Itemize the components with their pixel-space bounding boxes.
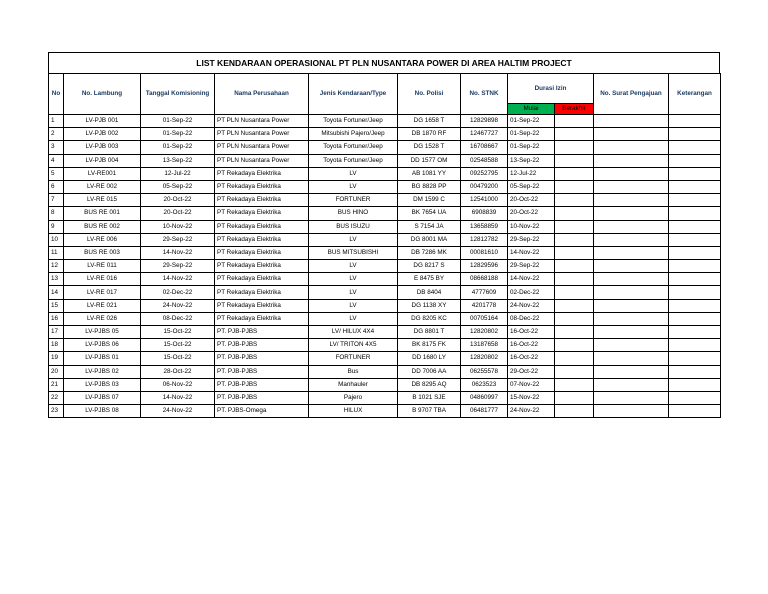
cell-komisioning[interactable]: 14-Nov-22 (141, 391, 215, 404)
cell-jenis[interactable]: Toyota Fortuner/Jeep (309, 154, 398, 167)
cell-keterangan[interactable] (669, 141, 721, 154)
cell-komisioning[interactable]: 02-Dec-22 (141, 286, 215, 299)
col-header-komisioning[interactable]: Tanggal Komisioning (141, 74, 215, 115)
cell-perusahaan[interactable]: PT. PJB-PJBS (215, 365, 309, 378)
table-row (49, 246, 721, 259)
cell-keterangan[interactable] (669, 273, 721, 286)
cell-keterangan[interactable] (669, 405, 721, 418)
cell-stnk[interactable]: 12820802 (461, 352, 508, 365)
cell-stnk[interactable]: 04860997 (461, 391, 508, 404)
cell-komisioning[interactable]: 20-Oct-22 (141, 207, 215, 220)
cell-no[interactable]: 12 (49, 260, 64, 273)
cell-lambung[interactable]: LV-PJB 003 (64, 141, 141, 154)
cell-keterangan[interactable] (669, 339, 721, 352)
cell-stnk[interactable]: 12829596 (461, 260, 508, 273)
cell-stnk[interactable]: 12812782 (461, 233, 508, 246)
cell-surat[interactable] (594, 128, 669, 141)
cell-lambung[interactable]: BUS RE 001 (64, 207, 141, 220)
cell-polisi[interactable]: DD 1680 LY (398, 352, 461, 365)
cell-lambung[interactable]: LV-PJBS 03 (64, 378, 141, 391)
cell-lambung[interactable]: LV-PJB 002 (64, 128, 141, 141)
cell-stnk[interactable]: 06481777 (461, 405, 508, 418)
cell-berakhir[interactable] (555, 260, 594, 273)
header-row (49, 74, 721, 104)
cell-perusahaan[interactable]: PT. PJB-PJBS (215, 352, 309, 365)
cell-perusahaan[interactable]: PT. PJB-PJBS (215, 378, 309, 391)
sheet-title: LIST KENDARAAN OPERASIONAL PT PLN NUSANTARA POWER DI AREA HALTIM PROJECT (48, 52, 720, 73)
table-row (49, 286, 721, 299)
cell-stnk[interactable]: 00479200 (461, 180, 508, 193)
cell-polisi[interactable]: DG 8205 KC (398, 312, 461, 325)
cell-mulai[interactable]: 20-Oct-22 (508, 207, 555, 220)
cell-lambung[interactable]: LV-PJB 004 (64, 154, 141, 167)
cell-lambung[interactable]: LV-RE 006 (64, 233, 141, 246)
cell-jenis[interactable]: LV (309, 273, 398, 286)
cell-no[interactable]: 21 (49, 378, 64, 391)
cell-no[interactable]: 7 (49, 194, 64, 207)
cell-mulai[interactable]: 05-Sep-22 (508, 180, 555, 193)
cell-berakhir[interactable] (555, 115, 594, 128)
cell-polisi[interactable]: BK 8175 FK (398, 339, 461, 352)
cell-lambung[interactable]: LV-RE 021 (64, 299, 141, 312)
cell-jenis[interactable]: BUS MITSUBISHI (309, 246, 398, 259)
cell-no[interactable]: 4 (49, 154, 64, 167)
cell-komisioning[interactable]: 24-Nov-22 (141, 405, 215, 418)
cell-lambung[interactable]: BUS RE 003 (64, 246, 141, 259)
cell-no[interactable]: 1 (49, 115, 64, 128)
cell-komisioning[interactable]: 06-Nov-22 (141, 378, 215, 391)
cell-perusahaan[interactable]: PT Rekadaya Elektrika (215, 286, 309, 299)
cell-surat[interactable] (594, 326, 669, 339)
col-header-lambung[interactable]: No. Lambung (64, 74, 141, 115)
table-row (49, 339, 721, 352)
table-row (49, 128, 721, 141)
cell-no[interactable]: 18 (49, 339, 64, 352)
cell-perusahaan[interactable]: PT Rekadaya Elektrika (215, 312, 309, 325)
cell-polisi[interactable]: DB 1870 RF (398, 128, 461, 141)
table-row (49, 273, 721, 286)
cell-no[interactable]: 19 (49, 352, 64, 365)
cell-komisioning[interactable]: 15-Oct-22 (141, 339, 215, 352)
cell-polisi[interactable]: BG 8828 PP (398, 180, 461, 193)
cell-lambung[interactable]: LV-PJBS 01 (64, 352, 141, 365)
cell-mulai[interactable]: 01-Sep-22 (508, 141, 555, 154)
cell-lambung[interactable]: LV-RE 002 (64, 180, 141, 193)
cell-komisioning[interactable]: 29-Sep-22 (141, 233, 215, 246)
cell-stnk[interactable]: 00705164 (461, 312, 508, 325)
cell-keterangan[interactable] (669, 154, 721, 167)
col-header-keterangan[interactable]: Keterangan (669, 74, 721, 115)
cell-polisi[interactable]: DB 7286 MK (398, 246, 461, 259)
cell-polisi[interactable]: BK 7654 UA (398, 207, 461, 220)
cell-perusahaan[interactable]: PT Rekadaya Elektrika (215, 260, 309, 273)
table-row (49, 115, 721, 128)
cell-jenis[interactable]: FORTUNER (309, 194, 398, 207)
cell-stnk[interactable]: 12467727 (461, 128, 508, 141)
cell-surat[interactable] (594, 220, 669, 233)
table-row (49, 405, 721, 418)
cell-keterangan[interactable] (669, 326, 721, 339)
cell-jenis[interactable]: LV (309, 233, 398, 246)
cell-surat[interactable] (594, 286, 669, 299)
cell-polisi[interactable]: DG 1658 T (398, 115, 461, 128)
cell-berakhir[interactable] (555, 167, 594, 180)
cell-mulai[interactable]: 29-Sep-22 (508, 233, 555, 246)
cell-keterangan[interactable] (669, 220, 721, 233)
cell-surat[interactable] (594, 141, 669, 154)
cell-surat[interactable] (594, 167, 669, 180)
cell-berakhir[interactable] (555, 299, 594, 312)
vehicle-table (48, 73, 721, 418)
cell-lambung[interactable]: LV-PJBS 05 (64, 326, 141, 339)
cell-mulai[interactable]: 01-Sep-22 (508, 128, 555, 141)
cell-surat[interactable] (594, 365, 669, 378)
cell-komisioning[interactable]: 20-Oct-22 (141, 194, 215, 207)
cell-lambung[interactable]: LV-RE001 (64, 167, 141, 180)
cell-keterangan[interactable] (669, 207, 721, 220)
cell-stnk[interactable]: 4201778 (461, 299, 508, 312)
cell-komisioning[interactable]: 24-Nov-22 (141, 299, 215, 312)
cell-mulai[interactable]: 02-Dec-22 (508, 286, 555, 299)
col-header-surat[interactable]: No. Surat Pengajuan (594, 74, 669, 115)
cell-stnk[interactable]: 02548588 (461, 154, 508, 167)
col-header-stnk[interactable]: No. STNK (461, 74, 508, 115)
cell-jenis[interactable]: LV (309, 312, 398, 325)
cell-berakhir[interactable] (555, 312, 594, 325)
cell-komisioning[interactable]: 28-Oct-22 (141, 365, 215, 378)
cell-surat[interactable] (594, 194, 669, 207)
cell-komisioning[interactable]: 15-Oct-22 (141, 326, 215, 339)
table-row (49, 378, 721, 391)
cell-keterangan[interactable] (669, 167, 721, 180)
cell-surat[interactable] (594, 207, 669, 220)
cell-komisioning[interactable]: 05-Sep-22 (141, 180, 215, 193)
cell-berakhir[interactable] (555, 326, 594, 339)
cell-berakhir[interactable] (555, 128, 594, 141)
cell-berakhir[interactable] (555, 286, 594, 299)
cell-berakhir[interactable] (555, 365, 594, 378)
table-row (49, 207, 721, 220)
table-row (49, 352, 721, 365)
table-row (49, 180, 721, 193)
cell-no[interactable]: 10 (49, 233, 64, 246)
cell-perusahaan[interactable]: PT PLN Nusantara Power (215, 141, 309, 154)
cell-mulai[interactable]: 15-Nov-22 (508, 391, 555, 404)
table-row (49, 312, 721, 325)
cell-polisi[interactable]: B 1021 SJE (398, 391, 461, 404)
cell-polisi[interactable]: DG 1528 T (398, 141, 461, 154)
col-header-no[interactable]: No (49, 74, 64, 115)
cell-polisi[interactable]: DG 8001 MA (398, 233, 461, 246)
cell-mulai[interactable]: 29-Oct-22 (508, 365, 555, 378)
cell-keterangan[interactable] (669, 233, 721, 246)
cell-keterangan[interactable] (669, 246, 721, 259)
cell-stnk[interactable]: 4777609 (461, 286, 508, 299)
table-body (49, 115, 721, 418)
cell-berakhir[interactable] (555, 233, 594, 246)
cell-berakhir[interactable] (555, 405, 594, 418)
spreadsheet (48, 52, 720, 418)
cell-polisi[interactable]: DM 1599 C (398, 194, 461, 207)
table-row (49, 391, 721, 404)
cell-no[interactable]: 13 (49, 273, 64, 286)
table-row (49, 260, 721, 273)
cell-keterangan[interactable] (669, 391, 721, 404)
col-header-berakhir[interactable]: Berakhir (555, 104, 594, 115)
cell-mulai[interactable]: 12-Jul-22 (508, 167, 555, 180)
cell-polisi[interactable]: DB 8404 (398, 286, 461, 299)
cell-jenis[interactable]: Bus (309, 365, 398, 378)
cell-jenis[interactable]: BUS ISUZU (309, 220, 398, 233)
cell-komisioning[interactable]: 10-Nov-22 (141, 220, 215, 233)
table-row (49, 365, 721, 378)
cell-komisioning[interactable]: 08-Dec-22 (141, 312, 215, 325)
cell-surat[interactable] (594, 154, 669, 167)
cell-polisi[interactable]: AB 1081 YY (398, 167, 461, 180)
cell-surat[interactable] (594, 339, 669, 352)
cell-polisi[interactable]: S 7154 JA (398, 220, 461, 233)
cell-mulai[interactable]: 16-Oct-22 (508, 339, 555, 352)
cell-lambung[interactable]: LV-PJBS 02 (64, 365, 141, 378)
cell-keterangan[interactable] (669, 352, 721, 365)
cell-keterangan[interactable] (669, 260, 721, 273)
cell-perusahaan[interactable]: PT Rekadaya Elektrika (215, 220, 309, 233)
cell-komisioning[interactable]: 01-Sep-22 (141, 115, 215, 128)
cell-berakhir[interactable] (555, 207, 594, 220)
cell-lambung[interactable]: LV-RE 016 (64, 273, 141, 286)
cell-no[interactable]: 20 (49, 365, 64, 378)
cell-lambung[interactable]: LV-PJBS 08 (64, 405, 141, 418)
cell-keterangan[interactable] (669, 180, 721, 193)
cell-mulai[interactable]: 13-Sep-22 (508, 154, 555, 167)
cell-polisi[interactable]: E 8475 BY (398, 273, 461, 286)
cell-jenis[interactable]: LV (309, 286, 398, 299)
cell-jenis[interactable]: Manhauler (309, 378, 398, 391)
cell-lambung[interactable]: LV-RE 015 (64, 194, 141, 207)
cell-berakhir[interactable] (555, 180, 594, 193)
cell-mulai[interactable]: 24-Nov-22 (508, 299, 555, 312)
cell-polisi[interactable]: B 9707 TBA (398, 405, 461, 418)
cell-perusahaan[interactable]: PT. PJBS-Omega (215, 405, 309, 418)
cell-jenis[interactable]: LV (309, 180, 398, 193)
cell-no[interactable]: 11 (49, 246, 64, 259)
cell-komisioning[interactable]: 12-Jul-22 (141, 167, 215, 180)
cell-perusahaan[interactable]: PT PLN Nusantara Power (215, 115, 309, 128)
cell-no[interactable]: 23 (49, 405, 64, 418)
cell-stnk[interactable]: 12820802 (461, 326, 508, 339)
cell-stnk[interactable]: 12829898 (461, 115, 508, 128)
cell-berakhir[interactable] (555, 194, 594, 207)
cell-surat[interactable] (594, 233, 669, 246)
cell-surat[interactable] (594, 273, 669, 286)
cell-no[interactable]: 22 (49, 391, 64, 404)
cell-perusahaan[interactable]: PT Rekadaya Elektrika (215, 194, 309, 207)
cell-berakhir[interactable] (555, 339, 594, 352)
cell-mulai[interactable]: 10-Nov-22 (508, 220, 555, 233)
cell-komisioning[interactable]: 14-Nov-22 (141, 273, 215, 286)
cell-keterangan[interactable] (669, 286, 721, 299)
table-row (49, 194, 721, 207)
cell-perusahaan[interactable]: PT Rekadaya Elektrika (215, 246, 309, 259)
cell-surat[interactable] (594, 378, 669, 391)
cell-stnk[interactable]: 6908839 (461, 207, 508, 220)
table-row (49, 154, 721, 167)
cell-mulai[interactable]: 29-Sep-22 (508, 260, 555, 273)
cell-surat[interactable] (594, 180, 669, 193)
cell-lambung[interactable]: BUS RE 002 (64, 220, 141, 233)
cell-perusahaan[interactable]: PT. PJB-PJBS (215, 391, 309, 404)
cell-lambung[interactable]: LV-RE 026 (64, 312, 141, 325)
table-row (49, 326, 721, 339)
col-header-polisi[interactable]: No. Polisi (398, 74, 461, 115)
cell-mulai[interactable]: 08-Dec-22 (508, 312, 555, 325)
cell-mulai[interactable]: 20-Oct-22 (508, 194, 555, 207)
col-header-perusahaan[interactable]: Nama Perusahaan (215, 74, 309, 115)
cell-komisioning[interactable]: 01-Sep-22 (141, 128, 215, 141)
table-row (49, 141, 721, 154)
cell-jenis[interactable]: FORTUNER (309, 352, 398, 365)
cell-no[interactable]: 6 (49, 180, 64, 193)
cell-lambung[interactable]: LV-PJBS 06 (64, 339, 141, 352)
cell-keterangan[interactable] (669, 299, 721, 312)
col-header-jenis[interactable]: Jenis Kendaraan/Type (309, 74, 398, 115)
col-header-durasi[interactable]: Durasi Izin (508, 74, 594, 104)
cell-no[interactable]: 16 (49, 312, 64, 325)
cell-keterangan[interactable] (669, 194, 721, 207)
cell-perusahaan[interactable]: PT PLN Nusantara Power (215, 154, 309, 167)
cell-berakhir[interactable] (555, 141, 594, 154)
cell-berakhir[interactable] (555, 273, 594, 286)
cell-stnk[interactable]: 13187658 (461, 339, 508, 352)
cell-no[interactable]: 15 (49, 299, 64, 312)
cell-keterangan[interactable] (669, 378, 721, 391)
cell-komisioning[interactable]: 01-Sep-22 (141, 141, 215, 154)
cell-polisi[interactable]: DD 7006 AA (398, 365, 461, 378)
cell-jenis[interactable]: BUS HINO (309, 207, 398, 220)
cell-keterangan[interactable] (669, 365, 721, 378)
cell-stnk[interactable]: 06255578 (461, 365, 508, 378)
cell-jenis[interactable]: LV (309, 260, 398, 273)
cell-surat[interactable] (594, 391, 669, 404)
cell-berakhir[interactable] (555, 352, 594, 365)
cell-no[interactable]: 2 (49, 128, 64, 141)
cell-komisioning[interactable]: 15-Oct-22 (141, 352, 215, 365)
cell-jenis[interactable]: Pajero (309, 391, 398, 404)
cell-perusahaan[interactable]: PT. PJB-PJBS (215, 326, 309, 339)
cell-komisioning[interactable]: 29-Sep-22 (141, 260, 215, 273)
cell-berakhir[interactable] (555, 246, 594, 259)
cell-stnk[interactable]: 00081610 (461, 246, 508, 259)
cell-mulai[interactable]: 24-Nov-22 (508, 405, 555, 418)
cell-mulai[interactable]: 14-Nov-22 (508, 246, 555, 259)
cell-no[interactable]: 8 (49, 207, 64, 220)
cell-no[interactable]: 3 (49, 141, 64, 154)
cell-perusahaan[interactable]: PT Rekadaya Elektrika (215, 207, 309, 220)
cell-lambung[interactable]: LV-PJB 001 (64, 115, 141, 128)
cell-lambung[interactable]: LV-RE 017 (64, 286, 141, 299)
table-row (49, 299, 721, 312)
cell-perusahaan[interactable]: PT Rekadaya Elektrika (215, 233, 309, 246)
cell-mulai[interactable]: 16-Oct-22 (508, 352, 555, 365)
cell-mulai[interactable]: 14-Nov-22 (508, 273, 555, 286)
cell-surat[interactable] (594, 405, 669, 418)
cell-perusahaan[interactable]: PT PLN Nusantara Power (215, 128, 309, 141)
cell-surat[interactable] (594, 299, 669, 312)
cell-stnk[interactable]: 09252795 (461, 167, 508, 180)
cell-polisi[interactable]: DD 1577 OM (398, 154, 461, 167)
cell-mulai[interactable]: 16-Oct-22 (508, 326, 555, 339)
cell-surat[interactable] (594, 352, 669, 365)
cell-polisi[interactable]: DG 8801 T (398, 326, 461, 339)
table-row (49, 167, 721, 180)
cell-mulai[interactable]: 01-Sep-22 (508, 115, 555, 128)
cell-jenis[interactable]: Toyota Fortuner/Jeep (309, 141, 398, 154)
cell-komisioning[interactable]: 14-Nov-22 (141, 246, 215, 259)
cell-stnk[interactable]: 08668188 (461, 273, 508, 286)
cell-keterangan[interactable] (669, 115, 721, 128)
table-row (49, 233, 721, 246)
cell-jenis[interactable]: HILUX (309, 405, 398, 418)
cell-jenis[interactable]: Mitsubishi Pajero/Jeep (309, 128, 398, 141)
cell-perusahaan[interactable]: PT. PJB-PJBS (215, 339, 309, 352)
cell-perusahaan[interactable]: PT Rekadaya Elektrika (215, 167, 309, 180)
cell-polisi[interactable]: DB 8295 AQ (398, 378, 461, 391)
cell-polisi[interactable]: DG 1138 XY (398, 299, 461, 312)
cell-stnk[interactable]: 12541000 (461, 194, 508, 207)
cell-surat[interactable] (594, 115, 669, 128)
cell-polisi[interactable]: DG 8217 S (398, 260, 461, 273)
cell-berakhir[interactable] (555, 391, 594, 404)
cell-no[interactable]: 14 (49, 286, 64, 299)
cell-berakhir[interactable] (555, 154, 594, 167)
cell-perusahaan[interactable]: PT Rekadaya Elektrika (215, 299, 309, 312)
cell-perusahaan[interactable]: PT Rekadaya Elektrika (215, 273, 309, 286)
cell-surat[interactable] (594, 312, 669, 325)
cell-no[interactable]: 17 (49, 326, 64, 339)
cell-mulai[interactable]: 07-Nov-22 (508, 378, 555, 391)
cell-jenis[interactable]: Toyota Fortuner/Jeep (309, 115, 398, 128)
cell-jenis[interactable]: LV (309, 299, 398, 312)
cell-berakhir[interactable] (555, 220, 594, 233)
col-header-mulai[interactable]: Mulai (508, 104, 555, 115)
cell-keterangan[interactable] (669, 128, 721, 141)
cell-surat[interactable] (594, 260, 669, 273)
cell-perusahaan[interactable]: PT Rekadaya Elektrika (215, 180, 309, 193)
cell-no[interactable]: 9 (49, 220, 64, 233)
cell-stnk[interactable]: 16708667 (461, 141, 508, 154)
cell-jenis[interactable]: LV/ TRITON 4X5 (309, 339, 398, 352)
cell-surat[interactable] (594, 246, 669, 259)
cell-keterangan[interactable] (669, 312, 721, 325)
cell-lambung[interactable]: LV-PJBS 07 (64, 391, 141, 404)
cell-stnk[interactable]: 13658859 (461, 220, 508, 233)
cell-jenis[interactable]: LV/ HILUX 4X4 (309, 326, 398, 339)
table-row (49, 220, 721, 233)
cell-jenis[interactable]: LV (309, 167, 398, 180)
cell-lambung[interactable]: LV-RE 011 (64, 260, 141, 273)
cell-komisioning[interactable]: 13-Sep-22 (141, 154, 215, 167)
cell-berakhir[interactable] (555, 378, 594, 391)
cell-no[interactable]: 5 (49, 167, 64, 180)
cell-stnk[interactable]: 0623523 (461, 378, 508, 391)
